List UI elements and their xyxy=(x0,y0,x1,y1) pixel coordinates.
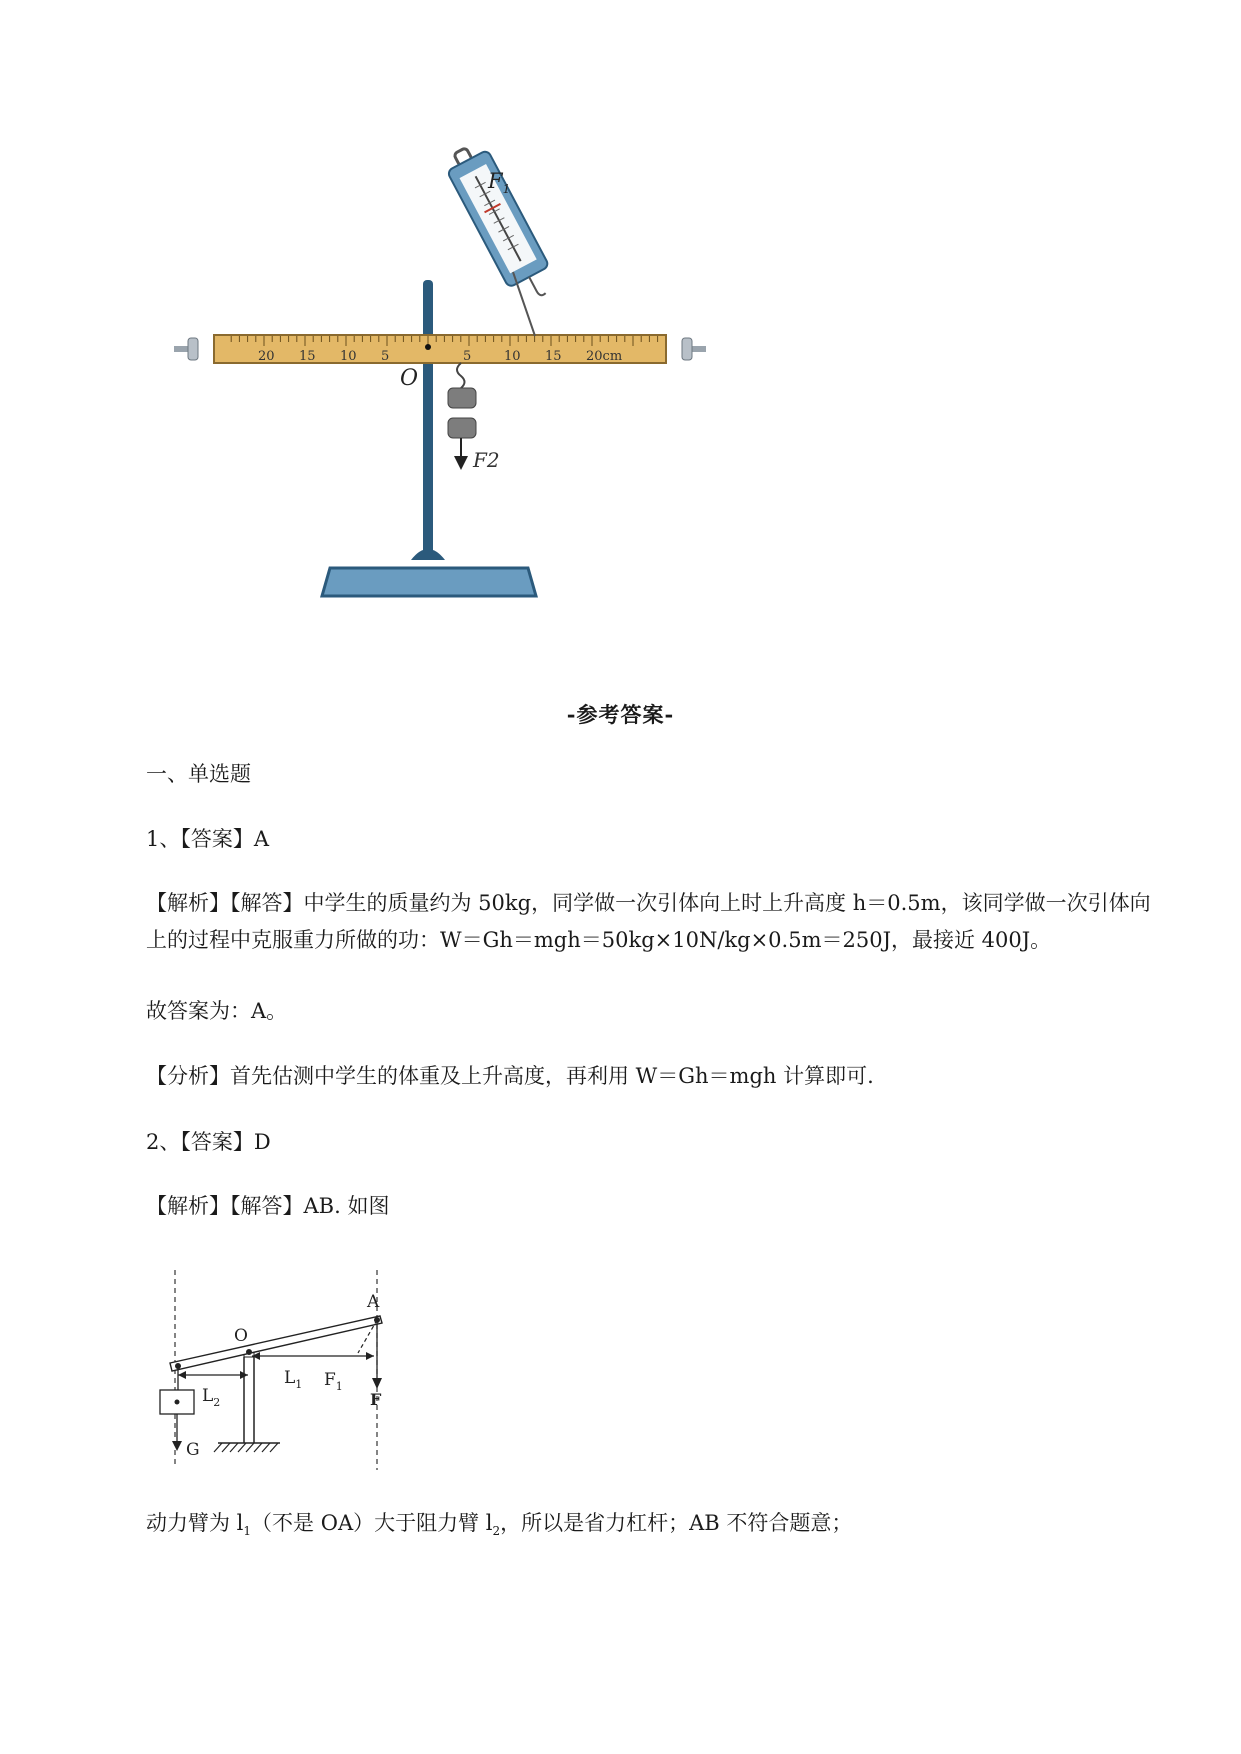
label-o: O xyxy=(234,1326,248,1346)
ruler-tick-label: 5 xyxy=(381,349,390,364)
label-f1: $F_1$ xyxy=(324,1370,343,1393)
weight-2 xyxy=(448,418,476,438)
lever-diagram xyxy=(150,1265,410,1490)
g-arrowhead xyxy=(172,1441,182,1451)
f2-arrowhead xyxy=(454,456,468,470)
ruler-tick-label: 5 xyxy=(463,349,472,364)
ruler-tick-label: 10 xyxy=(340,349,357,364)
stand-base xyxy=(322,568,536,596)
f-arrowhead xyxy=(372,1378,382,1389)
lever-bar xyxy=(170,1316,382,1371)
label-f: F xyxy=(370,1390,382,1409)
q2-explanation: 动力臂为 $l_1$（不是 OA）大于阻力臂 $l_2$，所以是省力杠杆；AB 不符合题意； xyxy=(146,1511,853,1539)
ruler-tick-label: 20cm xyxy=(586,349,623,364)
q1-answer: 1、【答案】A xyxy=(146,827,270,851)
label-l2: $L_2$ xyxy=(202,1386,221,1409)
q1-method: 【分析】首先估测中学生的体重及上升高度，再利用 W＝Gh＝mgh 计算即可. xyxy=(146,1064,874,1088)
ruler-left-knob xyxy=(188,338,198,360)
q2-answer: 2、【答案】D xyxy=(146,1130,271,1154)
q2-analysis-intro: 【解析】【解答】AB. 如图 xyxy=(146,1194,390,1218)
stand-foot xyxy=(411,549,445,560)
answer-heading: -参考答案- xyxy=(566,702,675,727)
label-a: A xyxy=(367,1292,380,1312)
label-g: G xyxy=(186,1440,200,1460)
ground-hatch xyxy=(214,1443,278,1452)
f1-label: $F_1$ xyxy=(488,169,511,196)
ruler-tick-label: 10 xyxy=(504,349,521,364)
f2-label: F2 xyxy=(473,448,500,472)
pivot-o xyxy=(246,1349,252,1355)
label-l1: $L_1$ xyxy=(284,1368,303,1391)
section-title: 一、单选题 xyxy=(146,762,251,786)
ruler-tick-label: 20 xyxy=(258,349,275,364)
ruler-right-knob xyxy=(682,338,692,360)
weight-1 xyxy=(448,388,476,408)
lever-experiment-figure xyxy=(170,140,710,610)
pivot-label: O xyxy=(400,366,419,391)
q1-conclusion: 故答案为：A。 xyxy=(146,999,288,1023)
q1-analysis: 【解析】【解答】中学生的质量约为 50kg，同学做一次引体向上时上升高度 h＝0.5m，该同学做一次引体向上的过程中克服重力所做的功：W＝Gh＝mgh＝50kg×10N/kg×0.5m＝250J，最接近 400J。 xyxy=(146,891,1151,952)
pivot-point xyxy=(425,344,431,350)
weight-hook xyxy=(457,363,465,388)
ruler-tick-label: 15 xyxy=(545,349,562,364)
spring-scale xyxy=(441,140,560,308)
ruler-tick-label: 15 xyxy=(299,349,316,364)
stand-pole xyxy=(423,280,433,555)
